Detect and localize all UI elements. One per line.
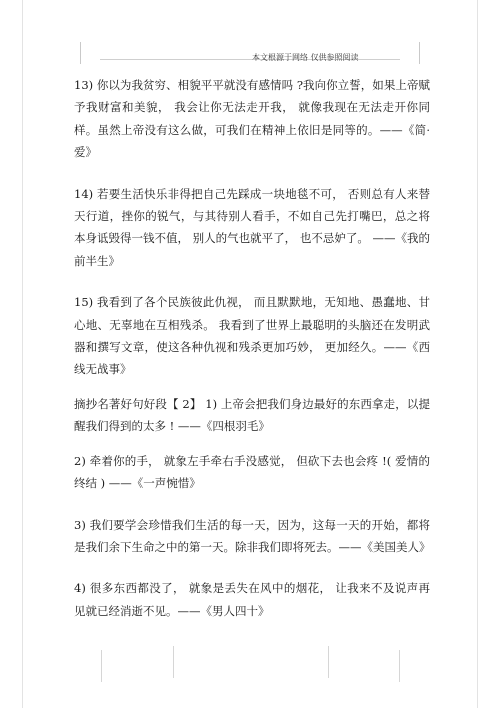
paragraph: 13) 你以为我贫穷、相貌平平就没有感情吗 ?我向你立誓，如果上帝赋予我财富和美貌， 我会让你无法走开我， 就像我现在无法走开你同样。虽然上帝没有这么做，可我们在精神上依旧是同等的。——《简·爱》 (74, 78, 430, 160)
page-edge-right (477, 0, 478, 708)
paragraph: 3) 我们要学会珍惜我们生活的每一天，因为，这每一天的开始，都将是我们余下生命之中的第一天。除非我们即将死去。——《美国美人》 (74, 517, 431, 554)
paragraph: 15) 我看到了各个民族彼此仇视， 而且默默地，无知地、愚蠢地、甘心地、无辜地在互相残杀。 我看到了世界上最聪明的头脑还在发明武器和撰写文章，使这各种仇视和残杀更加巧妙， 更加经久。——《西线无战事》 (74, 295, 430, 377)
paragraph: 4) 很多东西都没了， 就象是丢失在风中的烟花， 让我来不及说声再见就已经消逝不见。——《男人四十》 (74, 581, 430, 618)
page-header (0, 36, 500, 60)
document-body (74, 74, 430, 622)
footer-tick (328, 646, 329, 678)
footer-tick (399, 650, 400, 682)
paragraph: 2) 牵着你的手， 就象左手牵右手没感觉， 但砍下去也会疼 !( 爱情的终结 ) ——《一声惋惜》 (74, 453, 430, 491)
footer-marks (0, 646, 500, 686)
paragraph: 14) 若要生活快乐非得把自己先踩成一块地毯不可， 否则总有人来替天行道，挫你的锐气，与其待别人看手，不如自己先打嘴巴，总之将本身诋毁得一钱不值， 别人的气也就平了， 也不忌妒了。 ——《我的前半生》 (74, 186, 430, 268)
footer-tick (173, 646, 174, 678)
footer-tick (101, 650, 102, 682)
page-edge-left (22, 0, 23, 708)
paragraph: 摘抄名著好句好段【 2】 1) 上帝会把我们身边最好的东西拿走，以提醒我们得到的太多 ! ——《四根羽毛》 (74, 396, 430, 434)
header-note: 本文根源于网络 仅供参照阅读 (252, 53, 359, 62)
